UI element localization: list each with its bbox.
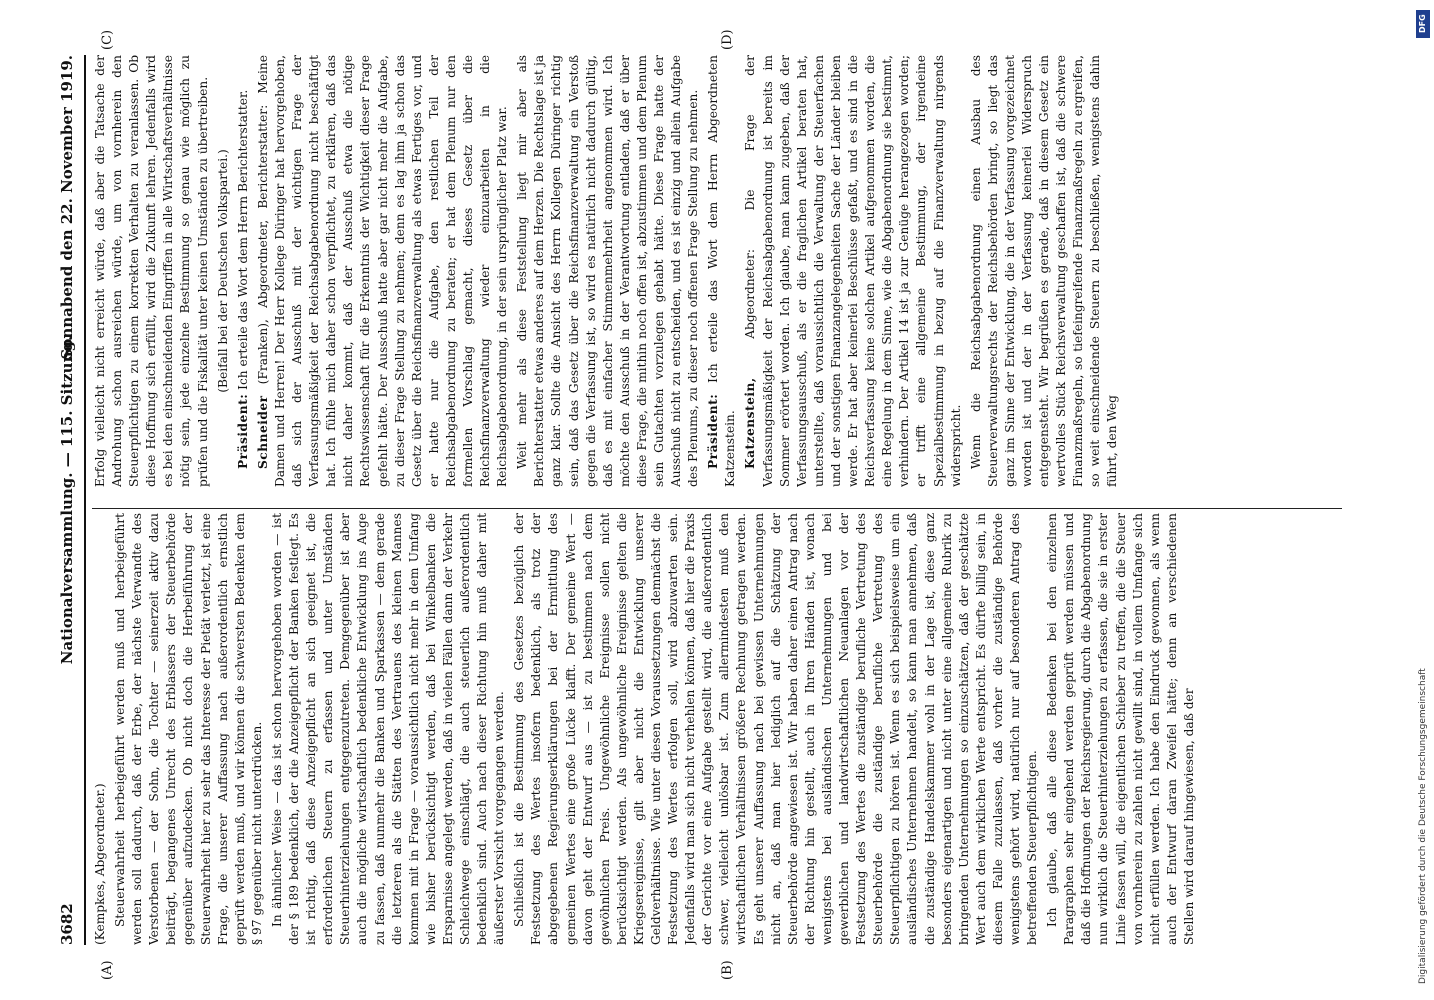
margin-marker-d: (D) <box>720 29 735 50</box>
dfg-logo: DFG <box>1416 10 1430 38</box>
speech-text: (Franken), Abgeordneter, Berichterstatter: Meine Damen und Herren! Der Herr Kollege Düringer hat hervorgehoben, daß sich der Ausschuß mit der wichtigen Frage der Verfassungsmäßigkeit der Reichsabgabenordnung nicht beschäftigt hat. Ich fühle mich daher schon verpflichtet, zu erklären, daß das nicht daher kommt, daß der Ausschuß etwa die nötige Rechtswissenschaft für die Erkenntnis der Wichtigkeit dieser Frage gefehlt hätte. Der Ausschuß hatte aber gar nicht mehr die Aufgabe, zu dieser Frage Stellung zu nehmen; denn es lag ihm ja schon das Gesetz über die Reichsfinanzverwaltung als etwas Fertiges vor, und er hatte nur die Aufgabe, den restlichen Teil der Reichsabgabenordnung zu beraten; er hat dem Plenum nur den formellen Vorschlag gemacht, dieses Gesetz über die Reichsfinanzverwaltung wieder einzuarbeiten in die Reichsabgabenordnung, in der sein ursprünglicher Platz war. <box>255 55 510 487</box>
left-paragraph: Steuerwahrheit herbeigeführt werden muß und herbeigeführt werden soll dadurch, daß der Erbe, der nächste Verwandte des Verstorbenen — der Sohn, die Tochter — seinerzeit aktiv dazu beiträgt, begangenes Unrecht des Erblassers der Steuerbehörde gegenüber aufzudecken. Ob nicht doch die Herbeiführung der Steuerwahrheit hier zu sehr das Interesse der Pietät verletzt, ist eine Frage, die unserer Auffassung nach außerordentlich ernstlich geprüft werden muß, und wir können die schwersten Bedenken dem § 97 gegenüber nicht unterdrücken. <box>113 513 264 945</box>
right-paragraph: Erfolg vielleicht nicht erreicht würde, daß aber die Tatsache der Androhung schon ausreichen würde, um von vornherein den Steuerpflichtigen zu einem korrekten Verhalten zu veranlassen. Ob diese Hoffnung sich erfüllt, wird die Zukunft lehren. Jedenfalls wird es bei den einschneidenden Eingriffen in alle Wirtschaftsverhältnisse nötig sein, jede einzelne Bestimmung so genau wie möglich zu prüfen und die Fiskalität unter keinen Umständen zu übertreiben. <box>93 55 210 487</box>
president-statement <box>235 55 252 487</box>
left-paragraph: In ähnlicher Weise — das ist schon hervorgehoben worden — ist der § 189 bedenklich, der die Anzeigepflicht der Banken festlegt. Es ist richtig, daß diese Anzeigepflicht an sich geeignet ist, die erforderlichen Steuern zu erfassen und unter Umständen Steuerhinterziehungen entgegenzutreten. Demgegenüber ist aber auch die mögliche wirtschaftlich bedenkliche Entwicklung ins Auge zu fassen, daß nunmehr die Banken und Sparkassen — dem gerade die letzteren als die Stätten des Vertrauens des kleinen Mannes kommen mit in Frage — voraussichtlich nicht mehr in dem Umfang wie bisher berücksichtigt werden, daß bei Winkelbanken die Ersparnisse angelegt werden, daß in vielen Fällen dann der Verkehr Schleichwege einschlägt, die auch steuerlich außerordentlich bedenklich sind. Auch nach dieser Richtung hin muß daher mit äußerster Vorsicht vorgegangen werden. <box>269 513 507 945</box>
margin-marker-c: (C) <box>100 29 115 50</box>
session-date: Sonnabend den 22. November 1919. <box>58 55 76 360</box>
speech-text: Abgeordneter: Die Frage der Verfassungsmäßigkeit der Reichsabgabenordnung ist bereits im Sommer erörtert worden. Ich glaube, man kann zugeben, daß der Verfassungsausschuß, als er die fraglichen Artikel beraten hat, unterstellte, daß voraussichtlich die Verwaltung der Steuerfachen und der sonstigen Finanzangelegenheiten Sache der Länder bleiben werde. Er hat aber keinerlei Beschlüsse gefaßt, und es sind in die Reichsverfassung keine solchen Artikel aufgenommen worden, die eine Regelung in dem Sinne, wie die Abgabenordnung sie bestimmt, verhindern. Der Artikel 14 ist ja zur Genüge herangezogen worden; er trifft eine allgemeine Bestimmung, der irgendeine Spezialbestimmung in bezug auf die Finanzverwaltung nirgends widerspricht. <box>743 55 963 487</box>
digitization-credit: Digitalisierung gefördert durch die Deutsche Forschungsgemeinschaft <box>1418 668 1428 984</box>
speaker-label: Katzenstein, <box>743 377 758 469</box>
right-paragraph: Weit mehr als diese Feststellung liegt mir aber als Berichterstatter etwas anderes auf dem Herzen. Die Rechtslage ist ja ganz klar. Sollte die Ansicht des Herrn Kollegen Düringer richtig sein, daß das Gesetz über die Reichsfinanzverwaltung ein Verstoß gegen die Verfassung ist, so wird es natürlich nicht dadurch gültig, daß es mit einfacher Stimmenmehrheit angenommen wird. Ich möchte den Ausschuß in der Verantwortung entladen, daß er über diese Frage, die mithin noch offen ist, abzustimmen und dem Plenum sein Gutachten vorzulegen gehabt hätte. Diese Frage hatte der Ausschuß nicht zu entscheiden, und es ist einzig und allein Aufgabe des Plenums, zu dieser noch offenen Frage Stellung zu nehmen. <box>515 55 701 487</box>
speaker-continuation: (Kempkes, Abgeordneter.) <box>93 783 107 945</box>
speaker-label: Präsident: <box>706 393 721 469</box>
applause-note: (Beifall bei der Deutschen Volkspartei.) <box>215 149 230 393</box>
column-rule <box>92 508 1342 509</box>
right-column <box>92 55 1342 487</box>
speech-text: Ich erteile das Wort dem Herrn Abgeordneten Katzenstein. <box>706 55 738 487</box>
dfg-credit-strip <box>1416 10 1430 990</box>
speech-text: Ich erteile das Wort dem Herrn Berichterstatter. <box>235 89 250 390</box>
speaker-label: Präsident: <box>235 393 250 469</box>
president-statement <box>705 55 739 487</box>
left-paragraph: Ich glaube, daß alle diese Bedenken bei den einzelnen Paragraphen sehr eingehend werden geprüft werden müssen und daß die Hoffnungen der Reichsregierung, durch die Abgabenordnung nun wirklich die Steuerhinterziehungen zu erfassen, die sie in erster Linie fassen will, die eigentlichen Schieber zu treffen, die die Steuer von vornherein zu zahlen nicht gewillt sind, in vollem Umfange sich nicht erfüllen werden. Ich habe den Eindruck gewonnen, als wenn auch der Entwurf daran Zweifel hätte; denn an verschiedenen Stellen wird darauf hingewiesen, daß der <box>1045 513 1196 945</box>
katzenstein-speech <box>742 55 964 487</box>
speaker-label: Schneider <box>255 395 270 469</box>
page-header <box>52 55 86 945</box>
page-number: 3682 <box>58 903 76 945</box>
right-paragraph: Wenn die Reichsabgabenordnung einen Ausbau des Steuerverwaltungsrechts der Reichsbehörden bringt, so liegt das ganz im Sinne der Entwicklung, die in der Verfassung vorgezeichnet worden ist und der in der Verfassung keinerlei Widerspruch entgegensteht. Wir begrüßen es gerade, daß in diesem Gesetz ein wertvolles Stück Reichsverwaltung geschaffen ist, daß die schwere Finanzmaßregeln, so tiefeingreifende Finanzmaßregeln zu ergreifen, so weit einschneidende Steuern zu beschließen, wenigstens dahin führt, den Weg <box>968 55 1120 487</box>
left-paragraph: Schließlich ist die Bestimmung des Gesetzes bezüglich der Festsetzung des Wertes insofern bedenklich, als trotz der abgegebenen Regierungserklärungen bei der Ermittlung des gemeinen Wertes eine große Lücke klafft. Der gemeine Wert — davon geht der Entwurf aus — ist zu bestimmen nach dem gewöhnlichen Preis. Ungewöhnliche Ereignisse sollen nicht berücksichtigt werden. Als ungewöhnliche Ereignisse gelten die Kriegsereignisse, gilt aber nicht die Entwicklung unserer Geldverhältnisse. Wie unter diesen Voraussetzungen demnächst die Festsetzung des Wertes erfolgen soll, wird abzuwarten sein. Jedenfalls wird man sich nicht verhehlen können, daß hier die Praxis der Gerichte vor eine Aufgabe gestellt wird, die außerordentlich schwer, vielleicht unlösbar ist. Zum allermindesten muß den wirtschaftlichen Verhältnissen größere Rechnung getragen werden. Es geht unserer Auffassung nach bei gewissen Unternehmungen nicht an, daß man hier lediglich auf die Schätzung der Steuerbehörde angewiesen ist. Wir haben daher einen Antrag nach der Richtung hin gestellt, auch in Ihren Händen ist, wonach wenigstens bei ausländischen Unternehmungen und bei gewerblichen und landwirtschaftlichen Neuanlagen vor der Festsetzung des Wertes die zuständige berufliche Vertretung des Steuerbehörde die zuständige berufliche Vertretung des Steuerpflichtigen zu hören ist. Wenn es sich beispielsweise um ein ausländisches Unternehmen handelt, so kann man annehmen, daß die zuständige Handelskammer wohl in der Lage ist, diese ganz besonders eigenartigen und nicht unter eine allgemeine Rubrik zu bringenden Unternehmungen so einzuschätzen, daß der geschätzte Wert auch dem wirklichen Werte entspricht. Es dürfte billig sein, in diesem Falle zuzulassen, daß vorher die zuständige Behörde wenigstens gehört wird, natürlich nur auf besonderen Antrag des betreffenden Steuerpflichtigen. <box>512 513 1040 945</box>
schneider-speech <box>255 55 511 487</box>
margin-marker-a: (A) <box>100 960 115 980</box>
margin-marker-b: (B) <box>720 960 735 980</box>
session-title: Nationalversammlung. — 115. Sitzung. <box>58 335 76 665</box>
left-column <box>92 513 1342 945</box>
